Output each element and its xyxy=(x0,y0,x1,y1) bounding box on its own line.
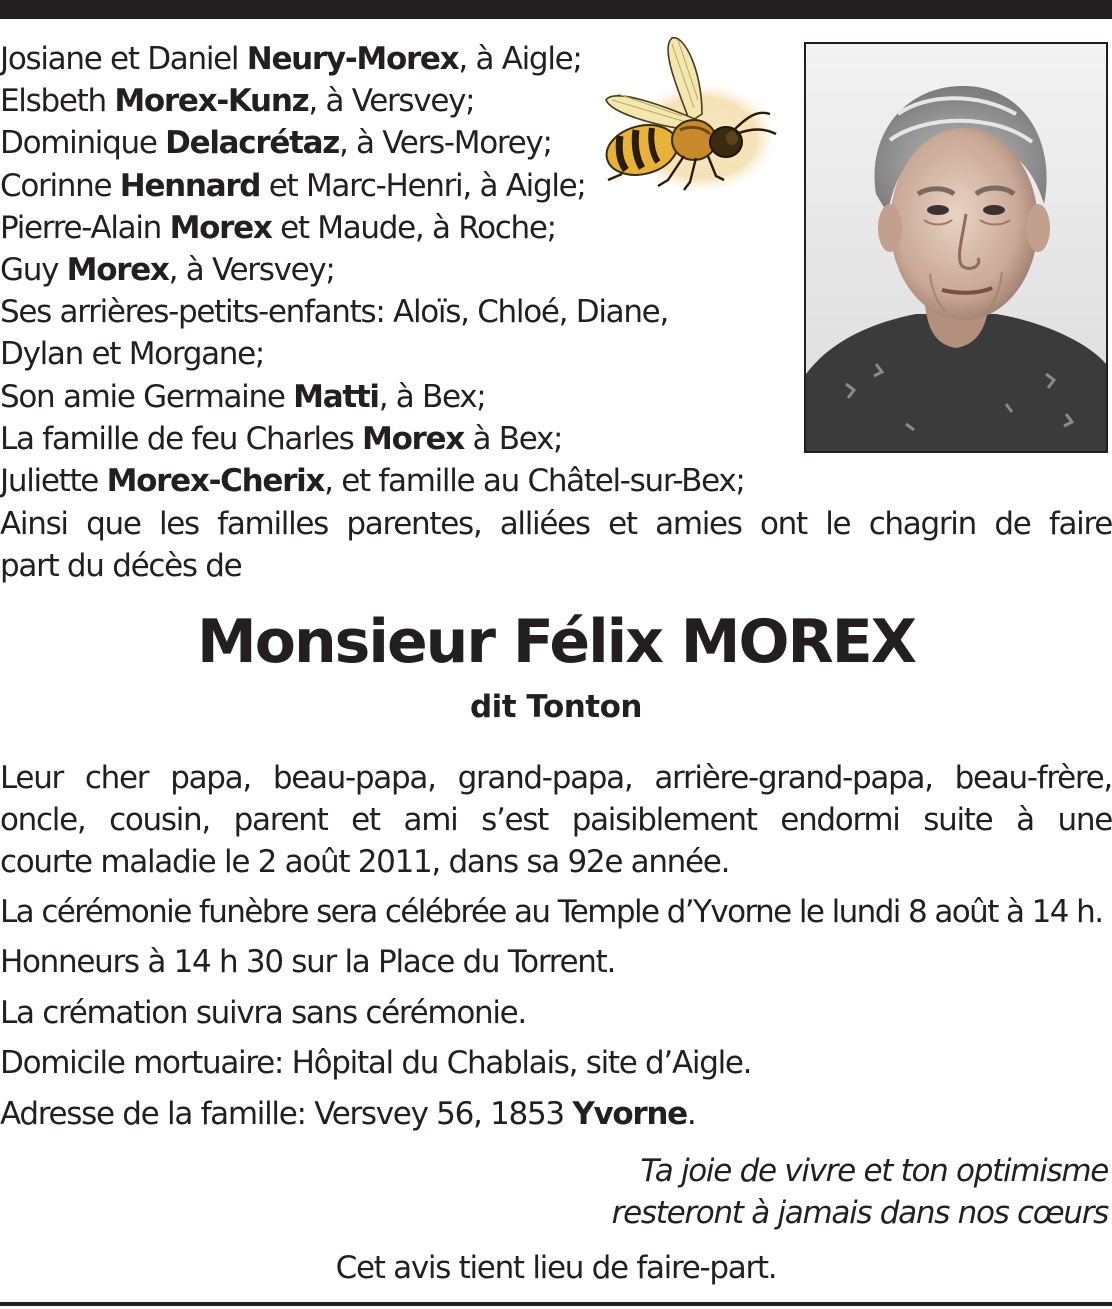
family-line xyxy=(0,207,800,249)
closing-text: Cet avis tient lieu de faire-part. xyxy=(335,1250,777,1286)
family-surname: Morex-Cherix xyxy=(106,462,325,499)
family-address xyxy=(0,1093,1112,1135)
family-surname: Hennard xyxy=(119,167,261,204)
bottom-rule xyxy=(0,1302,1112,1306)
intro-text xyxy=(0,503,1112,587)
family-text: Elsbeth xyxy=(0,83,115,120)
family-text: Ses arrières-petits-enfants: Aloïs, Chloé, Diane, xyxy=(0,294,669,331)
family-line xyxy=(0,291,800,333)
portrait-photo xyxy=(804,42,1108,453)
family-text: Dylan et Morgane; xyxy=(0,336,265,373)
family-line xyxy=(0,376,800,418)
quote-line: resteront à jamais dans nos cœurs xyxy=(611,1195,1108,1231)
family-line xyxy=(0,333,800,375)
family-text: Juliette xyxy=(0,462,107,499)
family-text: , et famille au Châtel-sur-Bex; xyxy=(324,462,745,499)
family-line xyxy=(0,460,800,502)
family-line xyxy=(0,249,800,291)
ceremony-info: La cérémonie funèbre sera célébrée au Temple d’Yvorne le lundi 8 août à 14 h. xyxy=(0,894,1103,930)
family-text: Pierre-Alain xyxy=(0,209,170,246)
closing-note xyxy=(0,1247,1112,1289)
address-town: Yvorne xyxy=(572,1096,687,1132)
family-text: Son amie Germaine xyxy=(0,378,294,415)
family-text: , à Versvey; xyxy=(168,251,335,288)
family-text: Guy xyxy=(0,251,67,288)
family-surname: Morex xyxy=(169,209,272,246)
family-text: , à Bex; xyxy=(378,378,486,415)
family-surname: Morex xyxy=(362,420,464,457)
family-text: Dominique xyxy=(0,125,166,162)
family-text: , à Aigle; xyxy=(458,41,582,77)
top-rule xyxy=(0,0,1112,19)
domicile-info: Domicile mortuaire: Hôpital du Chablais, site d’Aigle. xyxy=(0,1045,752,1081)
nickname: dit Tonton xyxy=(469,689,642,725)
intro-line: Ainsi que les familles parentes, alliées et amies ont le chagrin de faire xyxy=(0,506,1112,542)
family-surname: Matti xyxy=(293,378,379,415)
deceased-name: Monsieur Félix MOREX xyxy=(197,607,915,677)
family-text: , à Vers-Morey; xyxy=(338,125,552,162)
bee-illustration xyxy=(598,30,782,200)
family-text: à Bex; xyxy=(463,420,563,457)
family-line xyxy=(0,418,800,460)
cremation-info: La crémation suivra sans cérémonie. xyxy=(0,995,526,1031)
family-text: Corinne xyxy=(0,167,120,204)
family-surname: Morex xyxy=(66,251,169,288)
address-text: Adresse de la famille: Versvey 56, 1853 xyxy=(0,1096,573,1132)
family-text: et Maude, à Roche; xyxy=(271,209,556,246)
family-surname: Morex-Kunz xyxy=(114,83,309,120)
quote-line: Ta joie de vivre et ton optimisme xyxy=(640,1153,1108,1189)
family-surname: Delacrétaz xyxy=(165,125,339,162)
family-text: La famille de feu Charles xyxy=(0,420,363,457)
intro-line: part du décès de xyxy=(0,548,242,584)
family-text: et Marc-Henri, à Aigle; xyxy=(260,167,586,204)
family-text: , à Versvey; xyxy=(308,83,475,120)
memorial-quote xyxy=(612,1150,1108,1234)
paragraph-line: courte maladie le 2 août 2011, dans sa 92e année. xyxy=(0,844,730,880)
paragraph-line: oncle, cousin, parent et ami s’est paisiblement endormi suite à une xyxy=(0,802,1112,838)
family-surname: Neury-Morex xyxy=(246,41,459,77)
portrait-image xyxy=(806,44,1106,451)
honours-info: Honneurs à 14 h 30 sur la Place du Torrent. xyxy=(0,944,616,980)
death-paragraph xyxy=(0,757,1112,883)
address-text: . xyxy=(686,1096,696,1132)
family-text: Josiane et Daniel xyxy=(0,41,247,77)
paragraph-line: Leur cher papa, beau-papa, grand-papa, arrière-grand-papa, beau-frère, xyxy=(0,760,1112,796)
